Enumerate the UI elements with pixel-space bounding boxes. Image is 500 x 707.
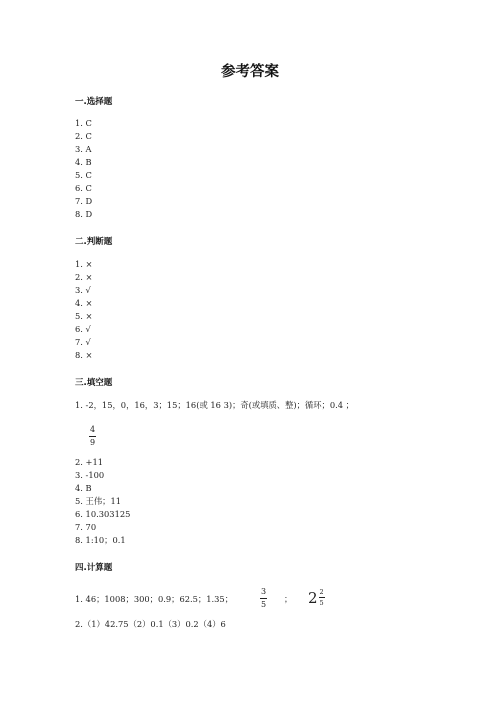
judge-answer-4: 4. × [75,298,93,308]
fill-answer-2: 2. +11 [75,457,104,467]
judge-answer-8: 8. × [75,350,93,360]
fraction-numerator: 3 [260,587,267,596]
fill-answer-5: 5. 王伟；11 [75,496,122,506]
section-heading-fill: 三.填空题 [75,378,113,388]
section-heading-choice: 一.选择题 [75,97,113,107]
fraction-three-fifths [260,587,267,610]
judge-answer-6: 6. √ [75,324,91,334]
fraction-numerator: 2 [319,588,324,596]
judge-answer-2: 2. × [75,272,93,282]
mixed-fraction [319,588,325,607]
fraction-bar [89,436,96,437]
choice-answer-3: 3. A [75,144,92,154]
mixed-whole: 2 [308,588,318,607]
choice-answer-1: 1. C [75,118,92,128]
choice-answer-5: 5. C [75,170,92,180]
calc-answer-2: 2.（1）42.75（2）0.1（3）0.2（4）6 [75,619,226,629]
calc-separator: ； [284,594,293,604]
fraction-bar [319,597,325,598]
judge-answer-7: 7. √ [75,337,91,347]
judge-answer-3: 3. √ [75,285,91,295]
fill-answer-8: 8. 1:10；0.1 [75,535,126,545]
choice-answer-4: 4. B [75,157,92,167]
fraction-denominator: 9 [89,438,96,447]
judge-answer-5: 5. × [75,311,93,321]
section-heading-calc: 四.计算题 [75,563,113,573]
choice-answer-6: 6. C [75,183,92,193]
calc-answer-1: 1. 46；1008；300；0.9；62.5；1.35； [75,594,233,604]
fill-answer-7: 7. 70 [75,522,97,532]
section-heading-judge: 二.判断题 [75,237,113,247]
fill-answer-4: 4. B [75,483,92,493]
page-title: 参考答案 [221,64,279,80]
choice-answer-2: 2. C [75,131,92,141]
fraction-bar [260,598,267,599]
fill-answer-6: 6. 10.303125 [75,509,131,519]
fraction-denominator: 5 [319,599,324,607]
mixed-number [308,588,325,607]
choice-answer-8: 8. D [75,209,93,219]
fill-answer-1: 1. -2，15，0，16，3；15；16(或 16 3)；奇(或填质、整)；循环；0.4 ； [75,400,354,410]
fraction-denominator: 5 [260,600,267,609]
choice-answer-7: 7. D [75,196,93,206]
fraction-four-ninths [89,425,96,448]
judge-answer-1: 1. × [75,259,93,269]
fraction-numerator: 4 [89,425,96,434]
fill-answer-3: 3. -100 [75,470,105,480]
